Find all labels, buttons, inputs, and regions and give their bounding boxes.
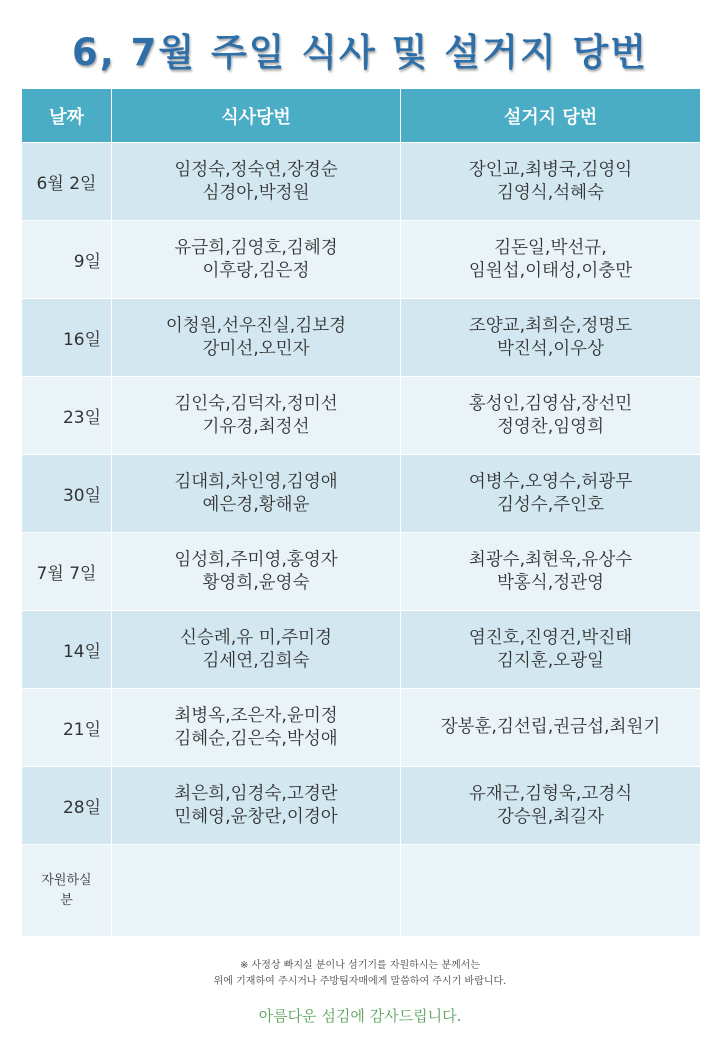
meal-duty-cell xyxy=(112,299,401,377)
meal-duty-line: 김인숙,김덕자,정미선 xyxy=(174,393,338,414)
dish-duty-cell xyxy=(401,221,701,299)
meal-duty-cell xyxy=(112,143,401,221)
dish-duty-line: 최광수,최현욱,유상수 xyxy=(468,549,633,570)
meal-duty-line: 임성희,주미영,홍영자 xyxy=(174,549,338,570)
dish-duty-line: 홍성인,김영삼,장선민 xyxy=(468,393,633,414)
dish-duty-line: 조양교,최희순,정명도 xyxy=(468,315,633,336)
table-row xyxy=(22,611,701,689)
notice-line: 위에 기재하여 주시거나 주방팀자매에게 말씀하여 주시기 바랍니다. xyxy=(213,976,507,987)
dish-duty-line: 강승원,최길자 xyxy=(497,806,604,827)
notice-text xyxy=(0,958,720,990)
dish-duty-cell xyxy=(401,611,701,689)
dish-duty-cell xyxy=(401,299,701,377)
dish-duty-line: 박진석,이우상 xyxy=(497,338,604,359)
meal-duty-line: 김세연,김희숙 xyxy=(202,650,310,671)
dish-duty-line: 정영찬,임영희 xyxy=(497,416,604,437)
date-cell: 23일 xyxy=(22,377,112,455)
thanks-message: 아름다운 섬김에 감사드립니다. xyxy=(258,1007,462,1025)
date-cell: 7월 7일 xyxy=(22,533,112,611)
dish-duty-cell xyxy=(401,767,701,845)
table-row xyxy=(22,221,701,299)
dish-duty-line: 유재근,김형욱,고경식 xyxy=(468,783,633,804)
table-row xyxy=(22,689,701,767)
volunteer-label-line: 분 xyxy=(60,892,73,908)
meal-duty-line: 이후랑,김은정 xyxy=(202,260,310,281)
header-date: 날짜 xyxy=(22,89,112,143)
dish-duty-cell xyxy=(401,455,701,533)
header-meal-duty: 식사당번 xyxy=(112,89,401,143)
volunteer-meal-cell[interactable] xyxy=(112,845,401,937)
meal-duty-line: 예은경,황해윤 xyxy=(202,494,310,515)
meal-duty-line: 임정숙,정숙연,장경순 xyxy=(174,159,338,180)
meal-duty-cell xyxy=(112,377,401,455)
page-title: 6, 7월 주일 식사 및 설거지 당번 xyxy=(72,31,648,74)
meal-duty-line: 심경아,박정원 xyxy=(202,182,310,203)
meal-duty-line: 김대희,차인영,김영애 xyxy=(174,471,338,492)
date-cell: 9일 xyxy=(22,221,112,299)
dish-duty-line: 장봉훈,김선립,권금섭,최원기 xyxy=(440,717,661,737)
meal-duty-cell xyxy=(112,611,401,689)
meal-duty-line: 민혜영,윤창란,이경아 xyxy=(174,806,338,827)
meal-duty-line: 기유경,최정선 xyxy=(202,416,310,437)
table-row xyxy=(22,767,701,845)
notice-line: ※ 사정상 빠지실 분이나 섬기기를 자원하시는 분께서는 xyxy=(240,960,480,971)
date-cell: 14일 xyxy=(22,611,112,689)
dish-duty-line: 김성수,주인호 xyxy=(497,494,604,515)
meal-duty-cell xyxy=(112,767,401,845)
dish-duty-line: 염진호,진영건,박진태 xyxy=(468,627,633,648)
volunteer-row xyxy=(22,845,701,937)
dish-duty-line: 여병수,오영수,허광무 xyxy=(468,471,633,492)
duty-roster-table xyxy=(21,88,701,937)
date-cell: 16일 xyxy=(22,299,112,377)
volunteer-dish-cell[interactable] xyxy=(401,845,701,937)
header-row xyxy=(22,89,701,143)
dish-duty-cell xyxy=(401,533,701,611)
meal-duty-cell xyxy=(112,455,401,533)
dish-duty-line: 임원섭,이태성,이충만 xyxy=(468,260,633,281)
meal-duty-line: 김혜순,김은숙,박성애 xyxy=(174,728,338,749)
table-row xyxy=(22,377,701,455)
volunteer-label-line: 자원하실 xyxy=(41,872,92,888)
meal-duty-cell xyxy=(112,689,401,767)
table-row xyxy=(22,299,701,377)
dish-duty-line: 김영식,석혜숙 xyxy=(497,182,604,203)
date-cell: 28일 xyxy=(22,767,112,845)
meal-duty-line: 이청원,선우진실,김보경 xyxy=(165,315,347,336)
meal-duty-cell xyxy=(112,533,401,611)
meal-duty-line: 강미선,오민자 xyxy=(202,338,310,359)
table-row xyxy=(22,143,701,221)
meal-duty-line: 신승례,유 미,주미경 xyxy=(180,627,332,648)
dish-duty-line: 김돈일,박선규, xyxy=(494,237,607,258)
meal-duty-cell xyxy=(112,221,401,299)
dish-duty-line: 박홍식,정관영 xyxy=(497,572,604,593)
dish-duty-cell xyxy=(401,143,701,221)
header-dish-duty: 설거지 당번 xyxy=(401,89,701,143)
dish-duty-line: 장인교,최병국,김영익 xyxy=(468,159,633,180)
table-row xyxy=(22,533,701,611)
dish-duty-cell xyxy=(401,689,701,767)
meal-duty-line: 유금희,김영호,김혜경 xyxy=(174,237,338,258)
dish-duty-cell xyxy=(401,377,701,455)
date-cell: 30일 xyxy=(22,455,112,533)
meal-duty-line: 최은희,임경숙,고경란 xyxy=(174,783,338,804)
date-cell: 21일 xyxy=(22,689,112,767)
table-row xyxy=(22,455,701,533)
meal-duty-line: 황영희,윤영숙 xyxy=(202,572,310,593)
date-cell: 6월 2일 xyxy=(22,143,112,221)
volunteer-label-cell xyxy=(22,845,112,937)
dish-duty-line: 김지훈,오광일 xyxy=(497,650,604,671)
meal-duty-line: 최병옥,조은자,윤미정 xyxy=(174,705,338,726)
